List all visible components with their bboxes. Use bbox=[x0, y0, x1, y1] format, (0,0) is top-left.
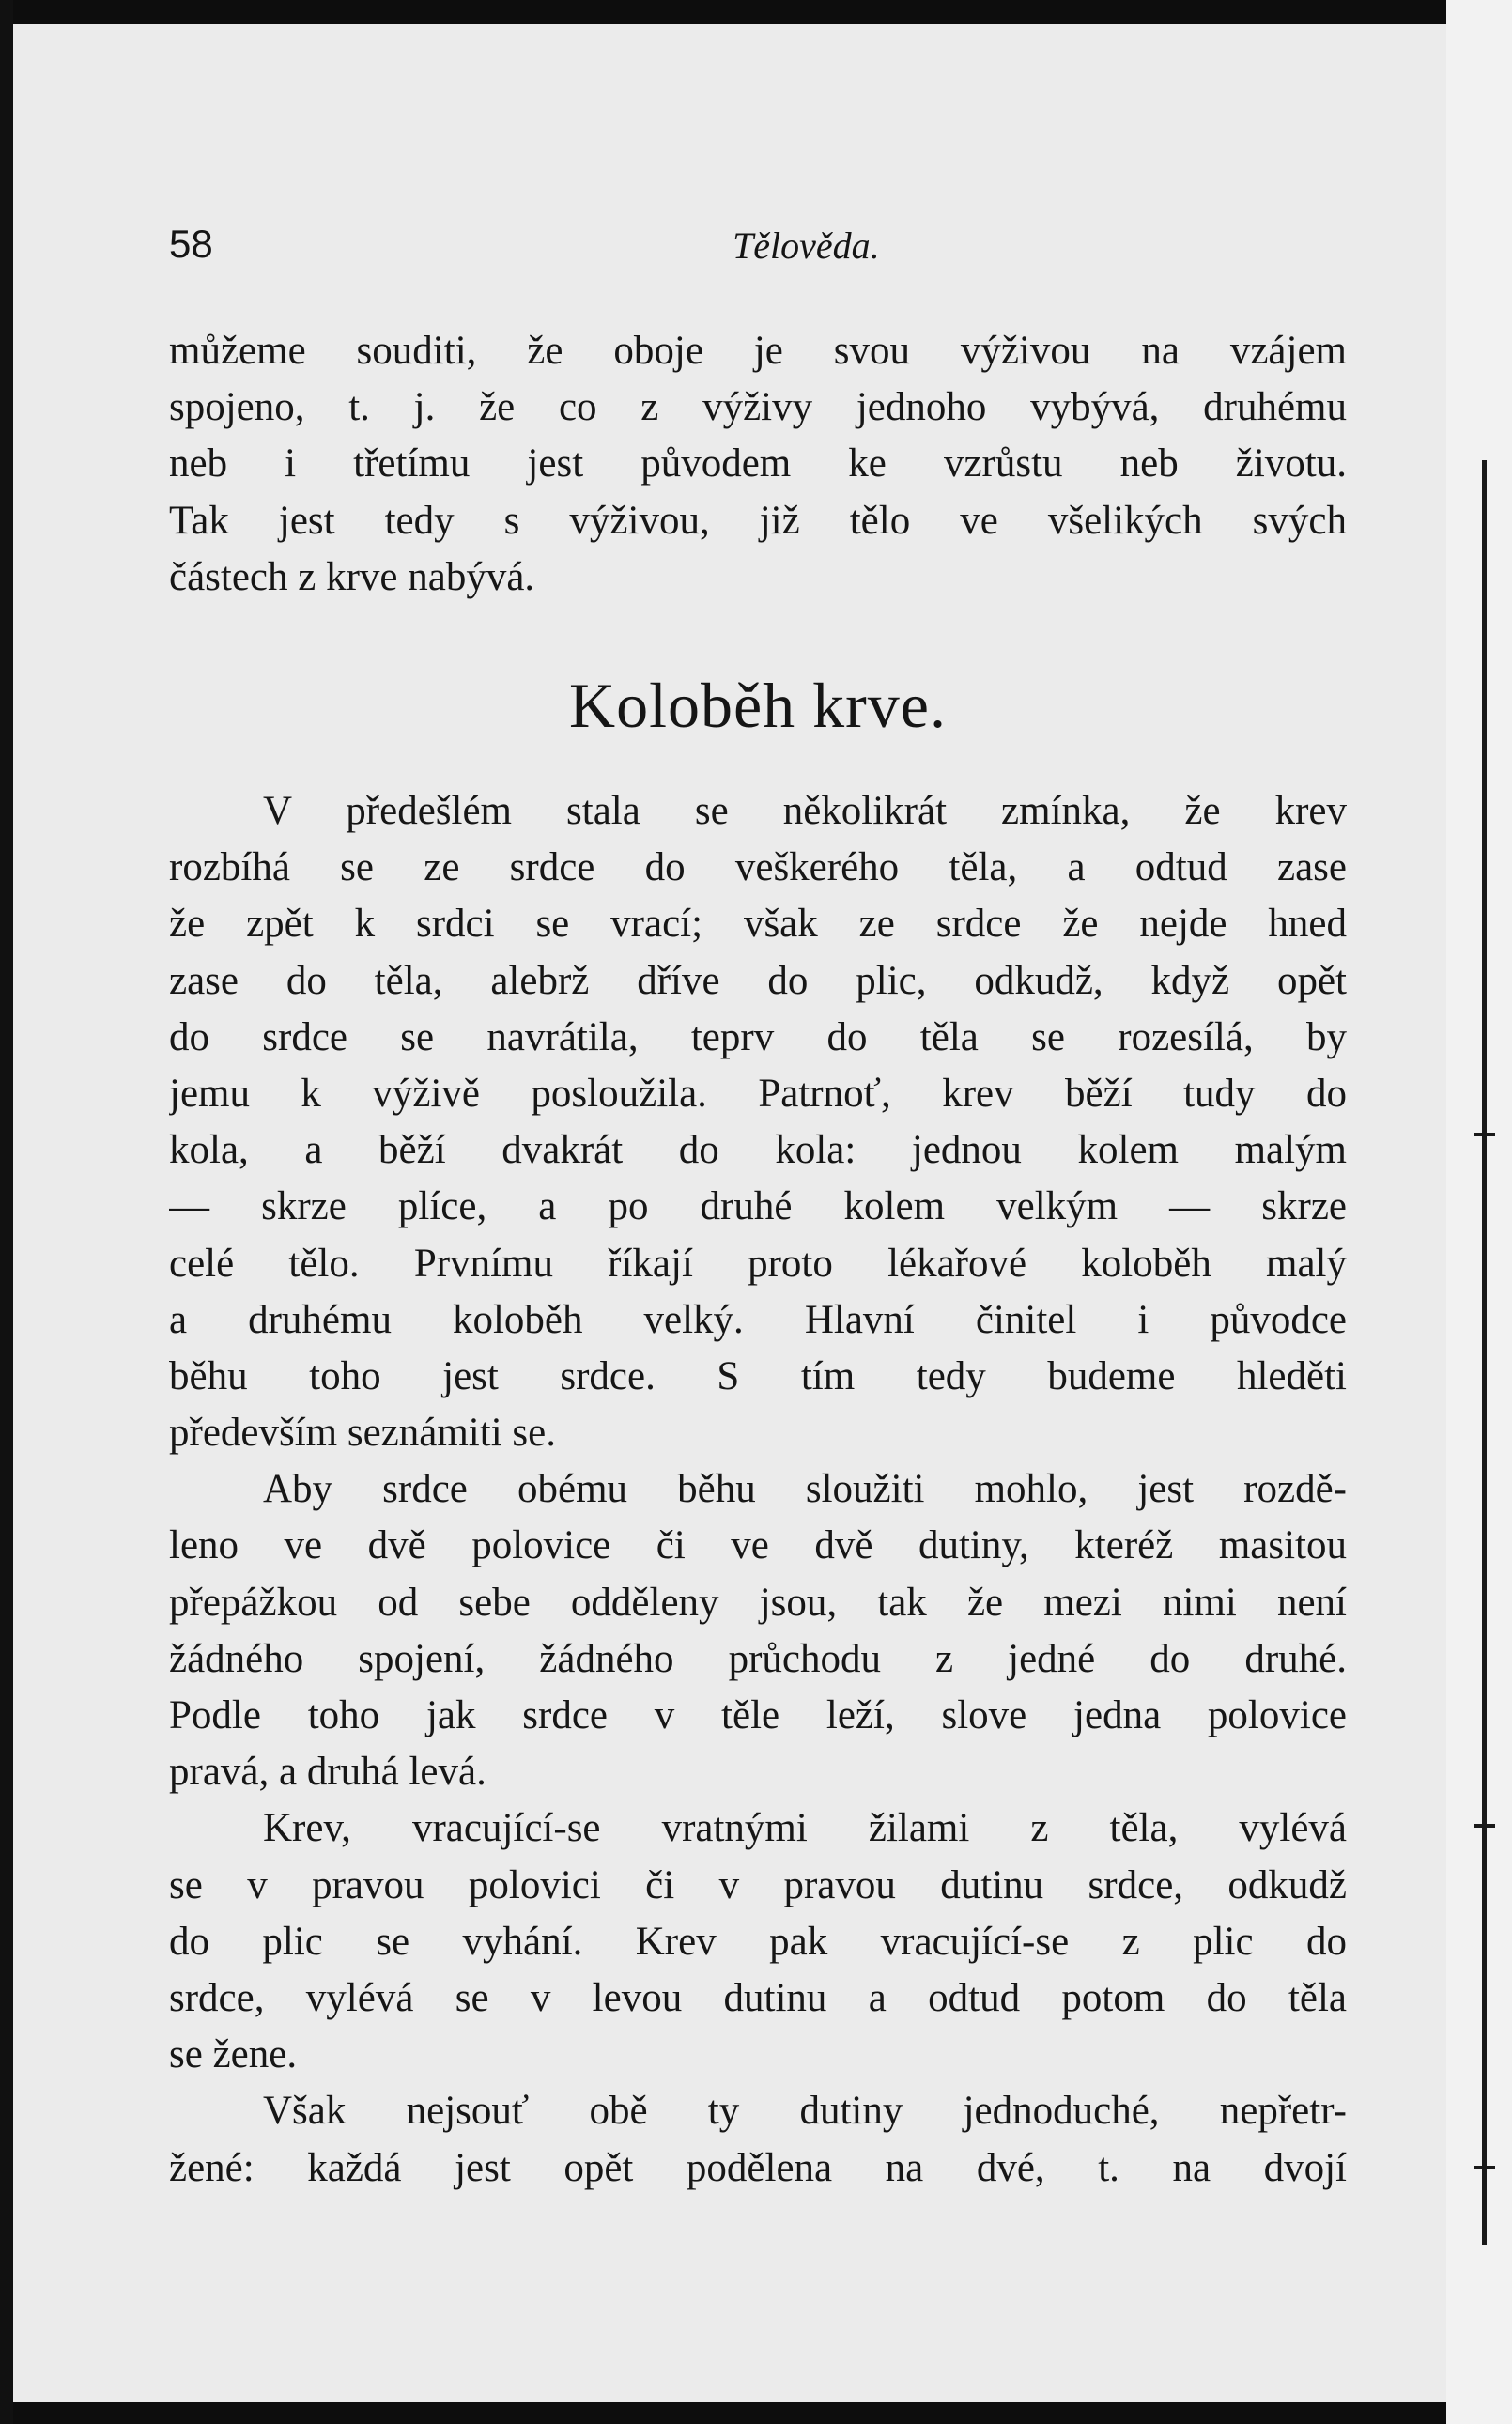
page-number: 58 bbox=[169, 222, 213, 266]
text-line: neb i třetímu jest původem ke vzrůstu neb životu. bbox=[169, 441, 1347, 486]
text-line: především seznámiti se. bbox=[169, 1411, 556, 1456]
running-title: Tělověda. bbox=[733, 224, 880, 267]
text-line: V předešlém stala se několikrát zmínka, že krev bbox=[263, 789, 1347, 833]
section-body bbox=[169, 783, 1347, 2197]
text-line: do srdce se navrátila, teprv do těla se rozesílá, by bbox=[169, 1014, 1347, 1059]
text-line: se žene. bbox=[169, 2032, 298, 2077]
binding-edge-rule bbox=[1482, 460, 1487, 2245]
text-line: můžeme souditi, že oboje je svou výživou na vzájem bbox=[169, 329, 1347, 373]
running-header bbox=[169, 222, 1014, 278]
text-line: srdce, vylévá se v levou dutinu a odtud potom do těla bbox=[169, 1975, 1347, 2020]
paragraph bbox=[169, 783, 1347, 1461]
paragraph bbox=[169, 1800, 1347, 2083]
section-heading: Koloběh krve. bbox=[568, 670, 947, 741]
binding-edge-mark bbox=[1474, 1133, 1495, 1136]
text-line: žádného spojení, žádného průchodu z jedné do druhé. bbox=[169, 1636, 1347, 1681]
text-line: se v pravou polovici či v pravou dutinu srdce, odkudž bbox=[169, 1862, 1347, 1907]
scan-left-border bbox=[0, 0, 13, 2424]
text-line: přepážkou od sebe odděleny jsou, tak že mezi nimi není bbox=[169, 1580, 1347, 1625]
text-line: a druhému koloběh velký. Hlavní činitel i původce bbox=[169, 1297, 1347, 1342]
continued-paragraph bbox=[169, 323, 1347, 606]
text-line: běhu toho jest srdce. S tím tedy budeme hleděti bbox=[169, 1353, 1347, 1398]
paragraph bbox=[169, 1461, 1347, 1800]
text-line: že zpět k srdci se vrací; však ze srdce že nejde hned bbox=[169, 902, 1347, 947]
text-line: žené: každá jest opět podělena na dvé, t. na dvojí bbox=[169, 2145, 1347, 2190]
text-line: Však nejsouť obě ty dutiny jednoduché, nepřetr- bbox=[263, 2089, 1347, 2134]
text-line: kola, a běží dvakrát do kola: jednou kolem malým bbox=[169, 1128, 1347, 1173]
text-line: Tak jest tedy s výživou, již tělo ve všelikých svých bbox=[169, 498, 1347, 543]
binding-edge-mark bbox=[1474, 2166, 1495, 2169]
text-line: Aby srdce obému běhu sloužiti mohlo, jest rozdě- bbox=[263, 1467, 1347, 1512]
text-line: Podle toho jak srdce v těle leží, slove jedna polovice bbox=[169, 1693, 1347, 1737]
text-line: rozbíhá se ze srdce do veškerého těla, a odtud zase bbox=[169, 845, 1347, 890]
text-line: pravá, a druhá levá. bbox=[169, 1750, 486, 1795]
scan-right-margin bbox=[1446, 0, 1512, 2424]
text-line: zase do těla, alebrž dříve do plic, odkudž, když opět bbox=[169, 958, 1347, 1003]
text-line: Krev, vracující-se vratnými žilami z těla, vylévá bbox=[263, 1806, 1347, 1851]
text-line: spojeno, t. j. že co z výživy jednoho vybývá, druhému bbox=[169, 385, 1347, 430]
text-line: do plic se vyhání. Krev pak vracující-se z plic do bbox=[169, 1919, 1347, 1964]
text-line: celé tělo. Prvnímu říkají proto lékařové koloběh malý bbox=[169, 1241, 1347, 1286]
text-line: leno ve dvě polovice či ve dvě dutiny, kteréž masitou bbox=[169, 1523, 1347, 1568]
binding-edge-mark bbox=[1474, 1824, 1495, 1828]
text-line: částech z krve nabývá. bbox=[169, 554, 535, 599]
text-line: jemu k výživě posloužila. Patrnoť, krev běží tudy do bbox=[169, 1071, 1347, 1116]
paragraph bbox=[169, 2083, 1347, 2196]
text-line: — skrze plíce, a po druhé kolem velkým — skrze bbox=[169, 1184, 1347, 1229]
